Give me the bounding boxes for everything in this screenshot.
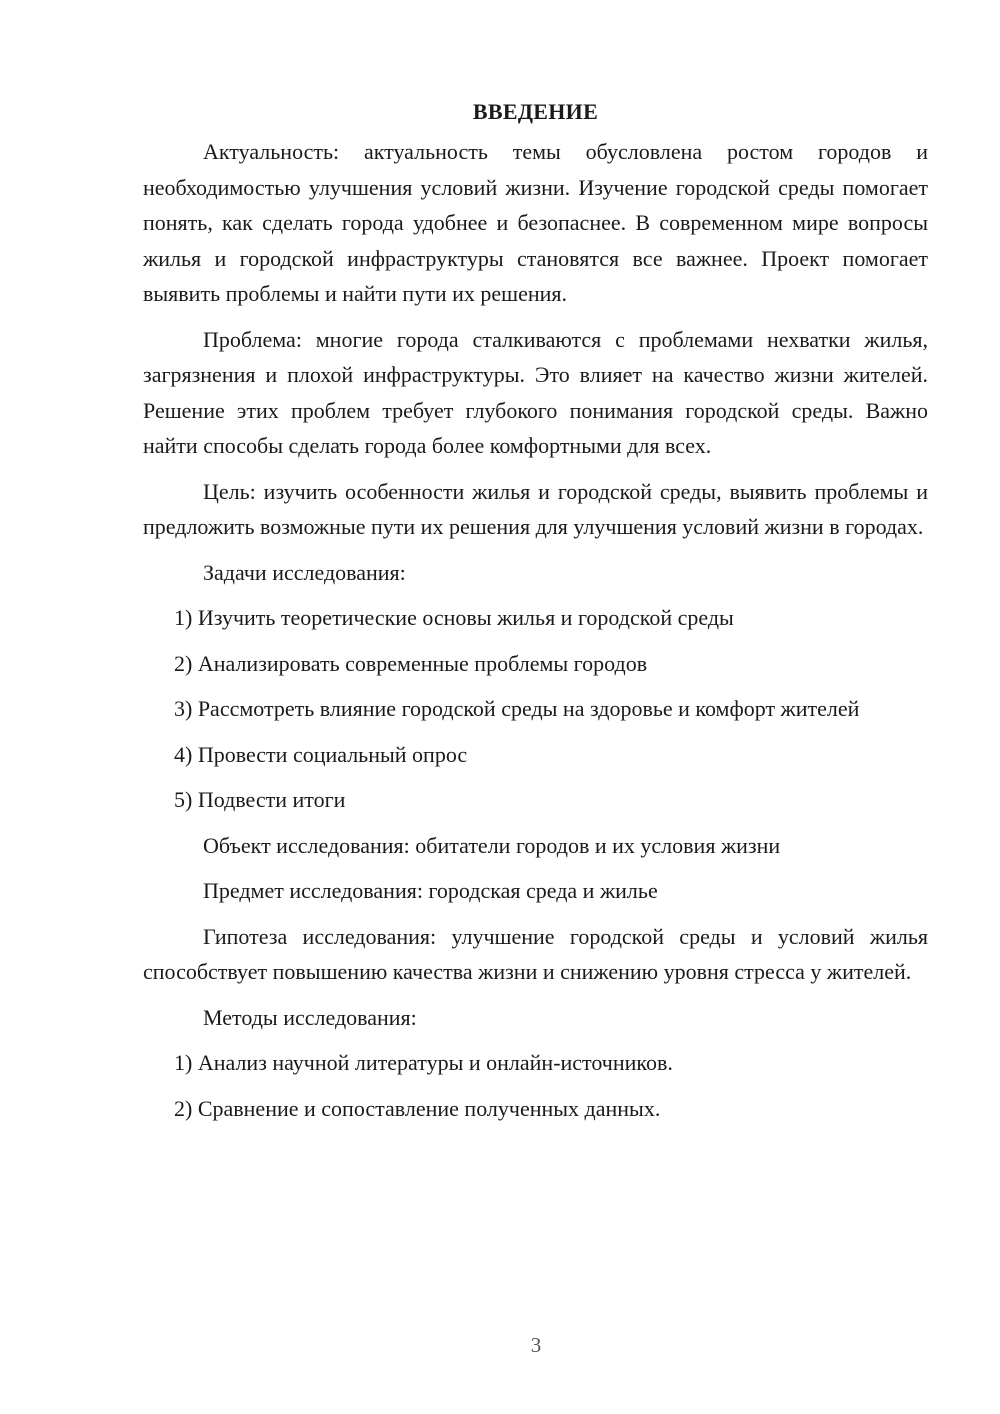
research-subject: Предмет исследования: городская среда и жилье [203,878,658,903]
goal-paragraph: Цель: изучить особенности жилья и городской среды, выявить проблемы и предложить возможные пути их решения для улучшения условий жизни в городах. [143,478,928,539]
methods-heading: Методы исследования: [203,1004,417,1030]
page-number: 3 [530,1333,542,1357]
section-title: ВВЕДЕНИЕ [472,99,599,124]
task-item: 1) Изучить теоретические основы жилья и городской среды [174,605,734,630]
research-object: Объект исследования: обитатели городов и их условия жизни [203,832,781,858]
task-item: 5) Подвести итоги [174,787,346,812]
method-item: 1) Анализ научной литературы и онлайн-источников. [174,1050,673,1075]
task-item: 2) Анализировать современные проблемы городов [174,650,648,676]
relevance-paragraph: Актуальность: актуальность темы обусловлена ростом городов и необходимостью улучшения условий жизни. Изучение городской среды помогает понять, как сделать города удобнее и безопаснее. В современном мире вопросы жилья и городской инфраструктуры становятся все важнее. Проект помогает выявить проблемы и найти пути их решения. [143,139,928,306]
hypothesis-paragraph: Гипотеза исследования: улучшение городской среды и условий жилья способствует повышению качества жизни и снижению уровня стресса у жителей. [143,923,928,984]
document-body [143,95,928,1136]
task-item: 3) Рассмотреть влияние городской среды на здоровье и комфорт жителей [174,696,860,721]
method-item: 2) Сравнение и сопоставление полученных данных. [174,1095,661,1121]
problem-paragraph: Проблема: многие города сталкиваются с проблемами нехватки жилья, загрязнения и плохой инфраструктуры. Это влияет на качество жизни жителей. Решение этих проблем требует глубокого понимания городской среды. Важно найти способы сделать города более комфортными для всех. [143,326,928,458]
tasks-heading: Задачи исследования: [203,559,406,585]
task-item: 4) Провести социальный опрос [174,741,468,767]
